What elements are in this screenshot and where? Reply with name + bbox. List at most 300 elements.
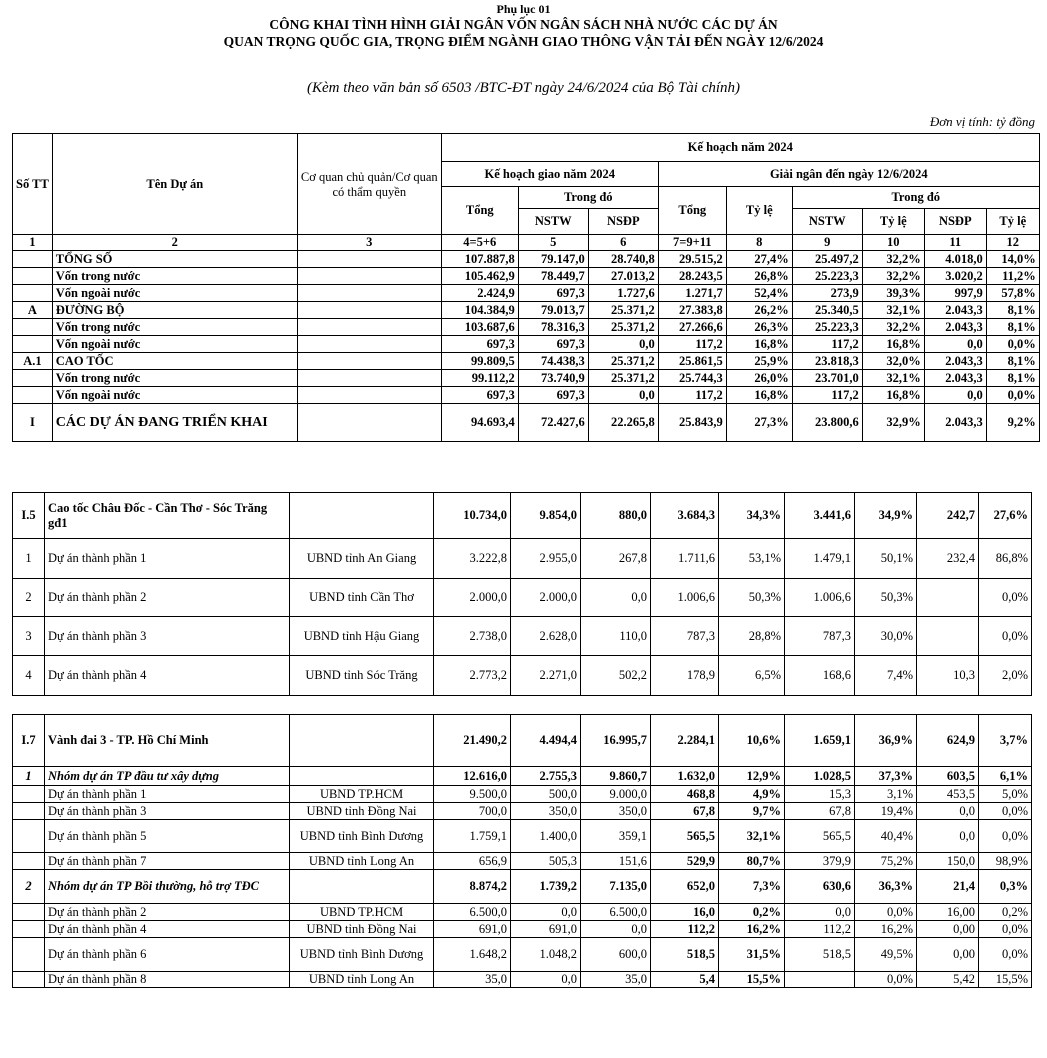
cell-nsdp-ratio: 0,0% <box>979 921 1032 938</box>
table-row <box>13 617 1032 656</box>
cell-disbursed-nstw: 273,9 <box>792 285 862 302</box>
cell-disbursed-total: 27.266,6 <box>658 319 726 336</box>
cell-stt: 3 <box>13 617 45 656</box>
cell-nsdp-ratio: 0,0% <box>986 387 1039 404</box>
cell-nsdp-ratio: 2,0% <box>979 656 1032 696</box>
cell-stt: I.5 <box>13 493 45 539</box>
cell-plan-nstw: 0,0 <box>511 972 581 988</box>
cell-name: ĐƯỜNG BỘ <box>52 302 297 319</box>
cell-agency: UBND tỉnh Long An <box>290 972 434 988</box>
cell-nsdp-ratio: 6,1% <box>979 767 1032 786</box>
cell-disbursed-total: 5,4 <box>651 972 719 988</box>
cell-disbursed-nsdp: 2.043,3 <box>924 353 986 370</box>
cell-nstw-ratio: 37,3% <box>855 767 917 786</box>
cell-plan-nstw: 1.048,2 <box>511 938 581 972</box>
plan-year-header: Kế hoạch năm 2024 <box>441 134 1039 162</box>
table-row <box>13 767 1032 786</box>
cell-disbursed-nsdp: 997,9 <box>924 285 986 302</box>
cell-plan-nsdp: 25.371,2 <box>588 319 658 336</box>
plan-nstw-header: NSTW <box>518 209 588 235</box>
cell-plan-total: 1.759,1 <box>434 820 511 853</box>
cell-disbursed-ratio: 32,1% <box>719 820 785 853</box>
table-row <box>13 336 1040 353</box>
cell-disbursed-nsdp: 2.043,3 <box>924 370 986 387</box>
cell-disbursed-total: 112,2 <box>651 921 719 938</box>
cell-stt <box>13 336 53 353</box>
cell-nsdp-ratio: 8,1% <box>986 302 1039 319</box>
section-summary-rows <box>13 251 1040 442</box>
cell-nstw-ratio: 32,2% <box>862 251 924 268</box>
cell-nsdp-ratio: 0,2% <box>979 904 1032 921</box>
cell-nstw-ratio: 16,2% <box>855 921 917 938</box>
cell-name: Dự án thành phần 3 <box>45 803 290 820</box>
cell-name: Dự án thành phần 1 <box>45 539 290 579</box>
cell-disbursed-ratio: 26,3% <box>726 319 792 336</box>
cell-disbursed-nsdp <box>917 617 979 656</box>
cell-plan-nstw: 4.494,4 <box>511 715 581 767</box>
disbursed-header: Giải ngân đến ngày 12/6/2024 <box>658 162 1039 187</box>
cell-plan-nstw: 0,0 <box>511 904 581 921</box>
cell-disbursed-nstw: 168,6 <box>785 656 855 696</box>
cell-nstw-ratio: 30,0% <box>855 617 917 656</box>
cell-nstw-ratio: 36,3% <box>855 870 917 904</box>
cell-disbursed-ratio: 26,2% <box>726 302 792 319</box>
cell-nstw-ratio: 75,2% <box>855 853 917 870</box>
cell-stt <box>13 370 53 387</box>
cell-stt <box>13 803 45 820</box>
cell-disbursed-nsdp: 0,0 <box>924 336 986 353</box>
cell-name: Vốn ngoài nước <box>52 285 297 302</box>
cell-name: Vốn trong nước <box>52 319 297 336</box>
cell-plan-nstw: 350,0 <box>511 803 581 820</box>
cell-agency: UBND tỉnh Đồng Nai <box>290 803 434 820</box>
cell-plan-nstw: 79.013,7 <box>518 302 588 319</box>
cell-name: Dự án thành phần 7 <box>45 853 290 870</box>
column-number-cell: 10 <box>862 235 924 251</box>
cell-disbursed-total: 2.284,1 <box>651 715 719 767</box>
cell-agency <box>290 715 434 767</box>
cell-agency <box>297 370 441 387</box>
cell-plan-total: 2.738,0 <box>434 617 511 656</box>
plan-of-which-header: Trong đó <box>518 187 658 209</box>
cell-nsdp-ratio: 0,0% <box>979 803 1032 820</box>
cell-plan-nsdp: 151,6 <box>581 853 651 870</box>
table-row <box>13 285 1040 302</box>
cell-nsdp-ratio: 0,0% <box>979 820 1032 853</box>
column-number-cell: 6 <box>588 235 658 251</box>
cell-nstw-ratio: 40,4% <box>855 820 917 853</box>
cell-disbursed-ratio: 27,3% <box>726 404 792 442</box>
section-i7-rows <box>13 715 1032 988</box>
cell-disbursed-total: 565,5 <box>651 820 719 853</box>
cell-disbursed-total: 67,8 <box>651 803 719 820</box>
cell-disbursed-ratio: 28,8% <box>719 617 785 656</box>
cell-nstw-ratio: 32,1% <box>862 370 924 387</box>
cell-plan-total: 656,9 <box>434 853 511 870</box>
cell-disbursed-nsdp: 232,4 <box>917 539 979 579</box>
nsdp-ratio-header: Tỷ lệ <box>986 209 1039 235</box>
cell-nstw-ratio: 49,5% <box>855 938 917 972</box>
column-number-cell: 2 <box>52 235 297 251</box>
cell-disbursed-total: 25.744,3 <box>658 370 726 387</box>
cell-nsdp-ratio: 8,1% <box>986 319 1039 336</box>
cell-plan-total: 1.648,2 <box>434 938 511 972</box>
cell-plan-total: 697,3 <box>441 336 518 353</box>
cell-disbursed-total: 178,9 <box>651 656 719 696</box>
cell-disbursed-nsdp: 0,0 <box>917 820 979 853</box>
cell-plan-total: 2.773,2 <box>434 656 511 696</box>
cell-disbursed-nstw: 1.006,6 <box>785 579 855 617</box>
cell-name: Dự án thành phần 2 <box>45 579 290 617</box>
cell-name: Vốn trong nước <box>52 370 297 387</box>
table-row <box>13 353 1040 370</box>
cell-nsdp-ratio: 98,9% <box>979 853 1032 870</box>
cell-name: Vốn ngoài nước <box>52 336 297 353</box>
cell-name: Cao tốc Châu Đốc - Cần Thơ - Sóc Trăng gđ1 <box>45 493 290 539</box>
table-row <box>13 579 1032 617</box>
cell-plan-total: 107.887,8 <box>441 251 518 268</box>
column-number-cell: 3 <box>297 235 441 251</box>
cell-nstw-ratio: 50,1% <box>855 539 917 579</box>
cell-disbursed-nsdp: 2.043,3 <box>924 404 986 442</box>
cell-disbursed-total: 28.243,5 <box>658 268 726 285</box>
cell-disbursed-nsdp: 150,0 <box>917 853 979 870</box>
cell-disbursed-total: 1.271,7 <box>658 285 726 302</box>
cell-disbursed-ratio: 16,8% <box>726 387 792 404</box>
cell-plan-nsdp: 6.500,0 <box>581 904 651 921</box>
cell-nsdp-ratio: 5,0% <box>979 786 1032 803</box>
cell-disbursed-nstw: 23.818,3 <box>792 353 862 370</box>
column-number-cell: 7=9+11 <box>658 235 726 251</box>
title-line-2: QUAN TRỌNG QUỐC GIA, TRỌNG ĐIỂM NGÀNH GIAO THÔNG VẬN TẢI ĐẾN NGÀY 12/6/2024 <box>223 34 824 49</box>
cell-nstw-ratio: 32,9% <box>862 404 924 442</box>
cell-nstw-ratio: 16,8% <box>862 387 924 404</box>
cell-agency: UBND tỉnh Bình Dương <box>290 938 434 972</box>
cell-plan-total: 103.687,6 <box>441 319 518 336</box>
cell-disbursed-nsdp: 3.020,2 <box>924 268 986 285</box>
cell-name: Nhóm dự án TP Bồi thường, hỗ trợ TĐC <box>45 870 290 904</box>
cell-disbursed-nsdp: 4.018,0 <box>924 251 986 268</box>
cell-stt: I.7 <box>13 715 45 767</box>
cell-agency: UBND tỉnh Sóc Trăng <box>290 656 434 696</box>
cell-nstw-ratio: 0,0% <box>855 972 917 988</box>
cell-plan-nstw: 697,3 <box>518 285 588 302</box>
cell-disbursed-ratio: 7,3% <box>719 870 785 904</box>
cell-disbursed-total: 25.843,9 <box>658 404 726 442</box>
cell-name: Dự án thành phần 2 <box>45 904 290 921</box>
cell-nsdp-ratio: 0,3% <box>979 870 1032 904</box>
cell-disbursed-ratio: 6,5% <box>719 656 785 696</box>
cell-nstw-ratio: 36,9% <box>855 715 917 767</box>
column-number-cell: 12 <box>986 235 1039 251</box>
cell-name: CÁC DỰ ÁN ĐANG TRIỂN KHAI <box>52 404 297 442</box>
cell-nsdp-ratio: 11,2% <box>986 268 1039 285</box>
table-header <box>13 134 1040 251</box>
cell-plan-nstw: 78.449,7 <box>518 268 588 285</box>
cell-agency: UBND TP.HCM <box>290 786 434 803</box>
column-number-cell: 11 <box>924 235 986 251</box>
table-row <box>13 302 1040 319</box>
cell-plan-nsdp: 25.371,2 <box>588 353 658 370</box>
disbursement-table-i5 <box>12 492 1032 696</box>
col-stt-header: Số TT <box>13 134 53 235</box>
cell-plan-nstw: 697,3 <box>518 387 588 404</box>
cell-plan-nstw: 505,3 <box>511 853 581 870</box>
cell-disbursed-nsdp: 0,00 <box>917 938 979 972</box>
cell-nstw-ratio: 32,0% <box>862 353 924 370</box>
cell-plan-nsdp: 600,0 <box>581 938 651 972</box>
cell-nsdp-ratio: 3,7% <box>979 715 1032 767</box>
column-number-cell: 9 <box>792 235 862 251</box>
cell-disbursed-nstw: 15,3 <box>785 786 855 803</box>
cell-nsdp-ratio: 0,0% <box>979 938 1032 972</box>
cell-disbursed-total: 652,0 <box>651 870 719 904</box>
cell-plan-nsdp: 28.740,8 <box>588 251 658 268</box>
cell-agency <box>297 302 441 319</box>
cell-plan-total: 10.734,0 <box>434 493 511 539</box>
cell-plan-total: 21.490,2 <box>434 715 511 767</box>
cell-stt: 2 <box>13 870 45 904</box>
cell-plan-nstw: 1.739,2 <box>511 870 581 904</box>
cell-nsdp-ratio: 15,5% <box>979 972 1032 988</box>
table-row <box>13 387 1040 404</box>
cell-disbursed-ratio: 31,5% <box>719 938 785 972</box>
cell-agency <box>290 493 434 539</box>
cell-plan-nstw: 697,3 <box>518 336 588 353</box>
cell-disbursed-nstw: 23.800,6 <box>792 404 862 442</box>
table-row <box>13 786 1032 803</box>
cell-plan-total: 35,0 <box>434 972 511 988</box>
cell-plan-nstw: 72.427,6 <box>518 404 588 442</box>
cell-disbursed-nsdp: 453,5 <box>917 786 979 803</box>
table-row <box>13 803 1032 820</box>
table-row <box>13 319 1040 336</box>
cell-disbursed-nstw: 518,5 <box>785 938 855 972</box>
cell-disbursed-total: 1.632,0 <box>651 767 719 786</box>
cell-nstw-ratio: 39,3% <box>862 285 924 302</box>
cell-nstw-ratio: 7,4% <box>855 656 917 696</box>
cell-disbursed-nstw: 1.479,1 <box>785 539 855 579</box>
cell-nsdp-ratio: 0,0% <box>979 579 1032 617</box>
cell-plan-nsdp: 27.013,2 <box>588 268 658 285</box>
table-row <box>13 656 1032 696</box>
cell-plan-nstw: 2.271,0 <box>511 656 581 696</box>
cell-nstw-ratio: 16,8% <box>862 336 924 353</box>
plan-nsdp-header: NSĐP <box>588 209 658 235</box>
cell-disbursed-nsdp: 5,42 <box>917 972 979 988</box>
disbursed-nstw-header: NSTW <box>792 209 862 235</box>
cell-plan-nsdp: 7.135,0 <box>581 870 651 904</box>
cell-name: Dự án thành phần 5 <box>45 820 290 853</box>
section-i5-rows <box>13 493 1032 696</box>
cell-disbursed-ratio: 26,0% <box>726 370 792 387</box>
cell-disbursed-nsdp: 624,9 <box>917 715 979 767</box>
cell-disbursed-total: 1.711,6 <box>651 539 719 579</box>
cell-agency <box>297 285 441 302</box>
cell-disbursed-nstw <box>785 972 855 988</box>
cell-plan-total: 105.462,9 <box>441 268 518 285</box>
cell-plan-nsdp: 1.727,6 <box>588 285 658 302</box>
cell-agency <box>297 353 441 370</box>
cell-stt: 4 <box>13 656 45 696</box>
cell-plan-total: 2.000,0 <box>434 579 511 617</box>
cell-name: Dự án thành phần 3 <box>45 617 290 656</box>
cell-nsdp-ratio: 8,1% <box>986 370 1039 387</box>
cell-disbursed-ratio: 50,3% <box>719 579 785 617</box>
table-row <box>13 972 1032 988</box>
cell-disbursed-nsdp: 0,0 <box>917 803 979 820</box>
cell-name: Vốn ngoài nước <box>52 387 297 404</box>
table-row <box>13 904 1032 921</box>
cell-disbursed-nsdp: 10,3 <box>917 656 979 696</box>
nstw-ratio-header: Tỷ lệ <box>862 209 924 235</box>
cell-stt <box>13 268 53 285</box>
cell-disbursed-nstw: 25.223,3 <box>792 268 862 285</box>
table-row <box>13 820 1032 853</box>
cell-plan-nstw: 78.316,3 <box>518 319 588 336</box>
column-number-cell: 4=5+6 <box>441 235 518 251</box>
cell-plan-total: 94.693,4 <box>441 404 518 442</box>
cell-stt: 1 <box>13 767 45 786</box>
cell-nsdp-ratio: 0,0% <box>979 617 1032 656</box>
cell-agency <box>297 319 441 336</box>
cell-nsdp-ratio: 14,0% <box>986 251 1039 268</box>
cell-disbursed-nstw: 565,5 <box>785 820 855 853</box>
cell-plan-nstw: 2.755,3 <box>511 767 581 786</box>
cell-stt <box>13 786 45 803</box>
disbursement-table-i7 <box>12 714 1032 988</box>
cell-agency <box>297 251 441 268</box>
cell-plan-nsdp: 350,0 <box>581 803 651 820</box>
cell-plan-total: 99.112,2 <box>441 370 518 387</box>
cell-agency <box>290 767 434 786</box>
disbursed-of-which-header: Trong đó <box>792 187 1039 209</box>
cell-nstw-ratio: 50,3% <box>855 579 917 617</box>
disbursed-nsdp-header: NSĐP <box>924 209 986 235</box>
cell-disbursed-nsdp: 16,00 <box>917 904 979 921</box>
cell-stt <box>13 904 45 921</box>
cell-disbursed-total: 518,5 <box>651 938 719 972</box>
table-row <box>13 268 1040 285</box>
cell-disbursed-ratio: 4,9% <box>719 786 785 803</box>
disbursed-total-header: Tổng <box>658 187 726 235</box>
table-row <box>13 715 1032 767</box>
cell-disbursed-ratio: 53,1% <box>719 539 785 579</box>
cell-nsdp-ratio: 9,2% <box>986 404 1039 442</box>
cell-disbursed-ratio: 15,5% <box>719 972 785 988</box>
cell-plan-nstw: 2.955,0 <box>511 539 581 579</box>
cell-nstw-ratio: 19,4% <box>855 803 917 820</box>
column-number-cell: 5 <box>518 235 588 251</box>
cell-plan-nsdp: 16.995,7 <box>581 715 651 767</box>
cell-disbursed-total: 16,0 <box>651 904 719 921</box>
cell-disbursed-total: 29.515,2 <box>658 251 726 268</box>
cell-disbursed-ratio: 0,2% <box>719 904 785 921</box>
table-row <box>13 251 1040 268</box>
cell-disbursed-nstw: 0,0 <box>785 904 855 921</box>
cell-disbursed-nstw: 67,8 <box>785 803 855 820</box>
cell-name: CAO TỐC <box>52 353 297 370</box>
cell-disbursed-ratio: 12,9% <box>719 767 785 786</box>
cell-agency: UBND tỉnh Đồng Nai <box>290 921 434 938</box>
cell-disbursed-nstw: 23.701,0 <box>792 370 862 387</box>
cell-plan-nsdp: 502,2 <box>581 656 651 696</box>
cell-nsdp-ratio: 57,8% <box>986 285 1039 302</box>
cell-plan-nstw: 691,0 <box>511 921 581 938</box>
cell-disbursed-ratio: 16,2% <box>719 921 785 938</box>
cell-stt <box>13 319 53 336</box>
cell-disbursed-nstw: 25.223,3 <box>792 319 862 336</box>
cell-disbursed-ratio: 16,8% <box>726 336 792 353</box>
col-agency-header: Cơ quan chủ quản/Cơ quan có thẩm quyền <box>297 134 441 235</box>
col-name-header: Tên Dự án <box>52 134 297 235</box>
cell-stt: 2 <box>13 579 45 617</box>
cell-plan-nsdp: 359,1 <box>581 820 651 853</box>
cell-name: Vành đai 3 - TP. Hồ Chí Minh <box>45 715 290 767</box>
cell-nstw-ratio: 0,0% <box>855 904 917 921</box>
disbursed-ratio-header: Tỷ lệ <box>726 187 792 235</box>
cell-disbursed-nsdp: 0,0 <box>924 387 986 404</box>
cell-stt <box>13 938 45 972</box>
cell-disbursed-nsdp: 21,4 <box>917 870 979 904</box>
cell-plan-nsdp: 35,0 <box>581 972 651 988</box>
column-number-row <box>13 235 1040 251</box>
cell-disbursed-ratio: 52,4% <box>726 285 792 302</box>
disbursement-table-top <box>12 133 1040 442</box>
cell-disbursed-nstw: 630,6 <box>785 870 855 904</box>
cell-plan-nstw: 2.628,0 <box>511 617 581 656</box>
cell-plan-total: 6.500,0 <box>434 904 511 921</box>
cell-nstw-ratio: 32,2% <box>862 268 924 285</box>
table-row <box>13 870 1032 904</box>
cell-nsdp-ratio: 27,6% <box>979 493 1032 539</box>
cell-agency: UBND tỉnh Hậu Giang <box>290 617 434 656</box>
cell-agency: UBND tỉnh Long An <box>290 853 434 870</box>
cell-stt: A.1 <box>13 353 53 370</box>
cell-disbursed-nstw: 379,9 <box>785 853 855 870</box>
cell-plan-nsdp: 25.371,2 <box>588 370 658 387</box>
cell-disbursed-nstw: 112,2 <box>785 921 855 938</box>
cell-disbursed-nsdp: 242,7 <box>917 493 979 539</box>
cell-plan-nstw: 1.400,0 <box>511 820 581 853</box>
cell-plan-nsdp: 9.860,7 <box>581 767 651 786</box>
cell-agency <box>297 387 441 404</box>
cell-disbursed-ratio: 80,7% <box>719 853 785 870</box>
unit-label: Đơn vị tính: tỷ đồng <box>929 114 1035 129</box>
cell-disbursed-total: 117,2 <box>658 336 726 353</box>
document-title <box>0 16 1047 50</box>
cell-name: Dự án thành phần 1 <box>45 786 290 803</box>
cell-plan-nsdp: 110,0 <box>581 617 651 656</box>
cell-plan-total: 9.500,0 <box>434 786 511 803</box>
cell-nsdp-ratio: 0,0% <box>986 336 1039 353</box>
cell-plan-total: 99.809,5 <box>441 353 518 370</box>
cell-stt <box>13 285 53 302</box>
cell-disbursed-nstw: 3.441,6 <box>785 493 855 539</box>
cell-plan-total: 3.222,8 <box>434 539 511 579</box>
cell-stt <box>13 387 53 404</box>
cell-disbursed-nstw: 1.659,1 <box>785 715 855 767</box>
cell-plan-nstw: 73.740,9 <box>518 370 588 387</box>
cell-stt <box>13 251 53 268</box>
cell-stt <box>13 921 45 938</box>
cell-plan-nsdp: 0,0 <box>581 921 651 938</box>
plan-total-header: Tổng <box>441 187 518 235</box>
cell-disbursed-nstw: 117,2 <box>792 336 862 353</box>
cell-name: Dự án thành phần 6 <box>45 938 290 972</box>
cell-disbursed-ratio: 26,8% <box>726 268 792 285</box>
cell-nstw-ratio: 32,2% <box>862 319 924 336</box>
